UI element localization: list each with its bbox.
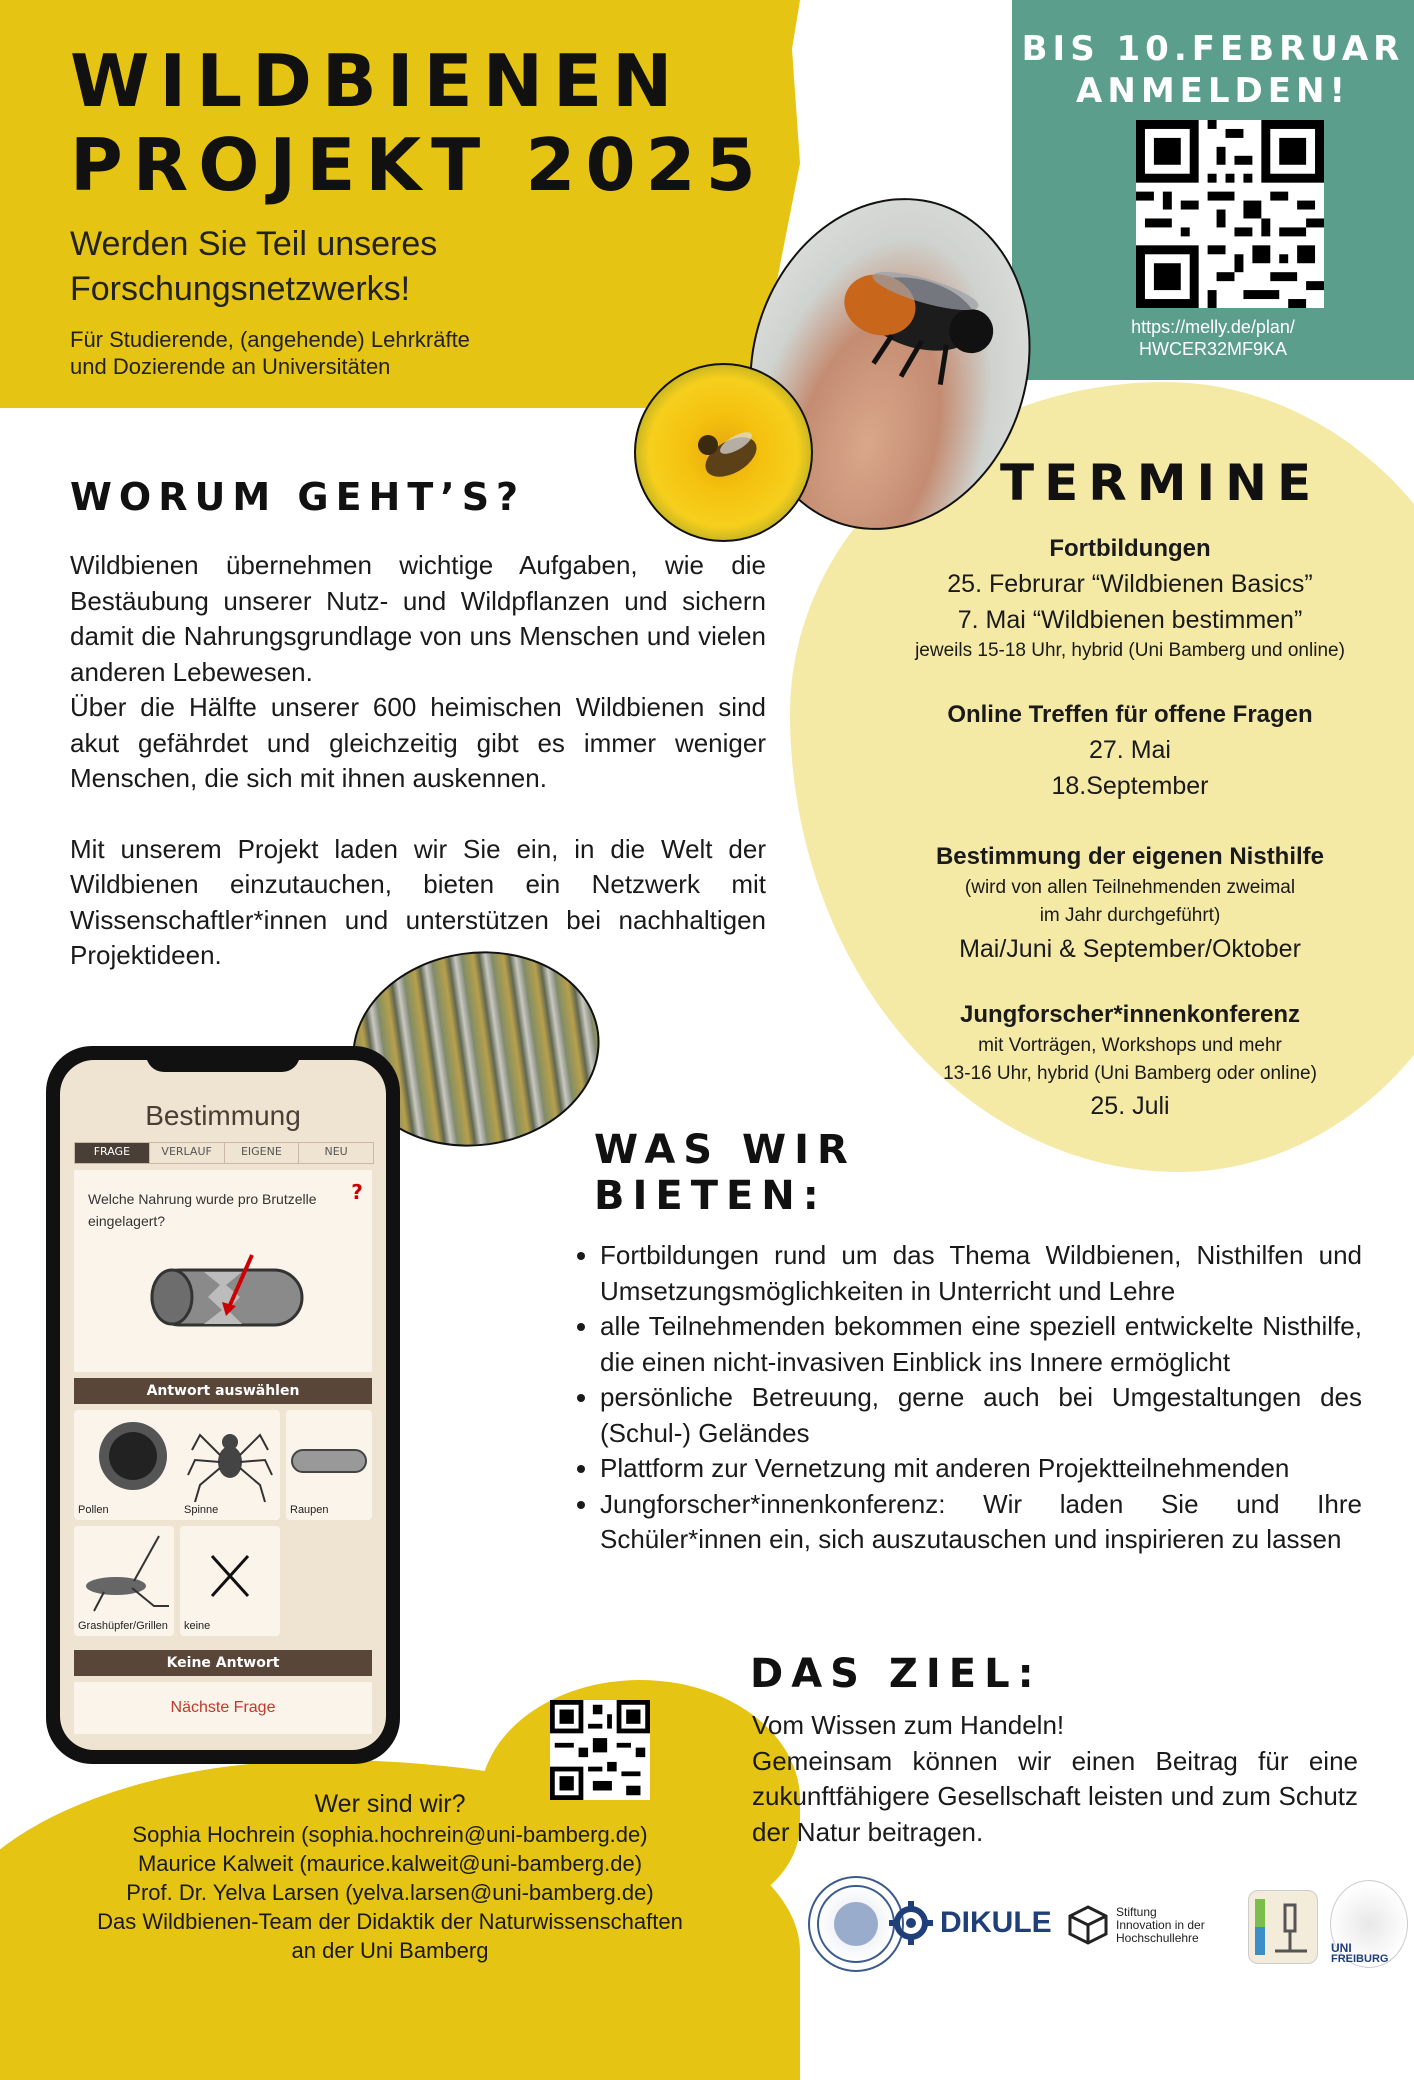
offer-item-5: • Jungforscher*innenkonferenz: Wir laden Sie und Ihre Schüler*innen ein, sich auszutauschen und inspirieren zu lassen	[600, 1487, 1362, 1558]
konferenz-title: Jungforscher*innenkonferenz	[959, 1001, 1301, 1028]
page-title-line2: PROJEKT 2025	[70, 123, 766, 207]
konferenz-note2: 13-16 Uhr, hybrid (Uni Bamberg oder online)	[943, 1063, 1317, 1084]
stiftung-line1: Stiftung	[1116, 1904, 1157, 1919]
offer-heading-line1: WAS WIR	[594, 1127, 856, 1173]
no-answer-button[interactable]: Keine Antwort	[74, 1650, 372, 1676]
subtitle-line1: Werden Sie Teil unseres	[70, 225, 438, 263]
question-text: Welche Nahrung wurde pro Brutzelle eingelagert?	[88, 1191, 317, 1229]
offer-heading-line2: BIETEN:	[594, 1173, 827, 1219]
team-section	[0, 1788, 780, 1965]
fortbildungen-note: jeweils 15-18 Uhr, hybrid (Uni Bamberg und online)	[915, 640, 1345, 661]
answer-keine[interactable]	[180, 1526, 280, 1636]
termine-heading: TERMINE	[1000, 454, 1322, 512]
answer-raupen[interactable]	[286, 1410, 372, 1520]
nisthilfe-title: Bestimmung der eigenen Nisthilfe	[935, 843, 1325, 870]
answer-label: Raupen	[290, 1504, 329, 1516]
tab-eigene[interactable]: EIGENE	[225, 1143, 300, 1163]
answer-spinne[interactable]	[180, 1410, 280, 1520]
phone-notch	[146, 1046, 300, 1072]
uni-freiburg-line1: UNI	[1331, 1941, 1352, 1955]
offer-item-2: • alle Teilnehmenden bekommen eine speziell entwickelte Nisthilfe, die einen nicht-invasiven Einblick ins Innere ermöglicht	[600, 1309, 1362, 1380]
tab-neu[interactable]: NEU	[324, 1145, 348, 1158]
audience-line2: und Dozierende an Universitäten	[70, 354, 391, 379]
brood-cell-icon	[142, 1250, 312, 1340]
goal-text: Gemeinsam können wir einen Beitrag für eine zukunftfähigere Gesellschaft leisten und zum Schutz der Natur beitragen.	[752, 1745, 1358, 1847]
team-member-2[interactable]: Maurice Kalweit (maurice.kalweit@uni-bamberg.de)	[137, 1851, 643, 1876]
offer-list	[570, 1238, 1362, 1558]
dikule-logo	[888, 1896, 1058, 1950]
bottom-qr-code[interactable]	[550, 1700, 650, 1800]
about-paragraph2: Über die Hälfte unserer 600 heimischen Wildbienen sind akut gefährdet und gleichzeitig gibt es immer weniger Menschen, die sich mit ihnen auskennen.	[70, 692, 766, 793]
about-heading: WORUM GEHT’S?	[70, 475, 526, 519]
dikule-text: DIKULE	[940, 1906, 1052, 1939]
answer-label: Grashüpfer/Grillen	[78, 1620, 168, 1632]
offer-item-1: • Fortbildungen rund um das Thema Wildbienen, Nisthilfen und Umsetzungsmöglichkeiten in Unterricht und Lehre	[600, 1238, 1362, 1309]
about-paragraph3: Mit unserem Projekt laden wir Sie ein, in die Welt der Wildbienen einzutauchen, bieten ein Netzwerk mit Wissenschaftler*innen und unterstützen bei nachhaltigen Projektideen.	[70, 833, 766, 970]
cube-icon	[1066, 1903, 1110, 1947]
tab-verlauf[interactable]: VERLAUF	[150, 1143, 225, 1163]
uni-freiburg-line2: FREIBURG	[1331, 1953, 1389, 1965]
honeybee-illustration	[636, 365, 811, 540]
goal-heading: DAS ZIEL:	[750, 1651, 1042, 1697]
goal-text-block	[752, 1708, 1358, 1850]
registration-url-line1[interactable]: https://melly.de/plan/	[1131, 317, 1295, 337]
offer-item-4: • Plattform zur Vernetzung mit anderen Projektteilnehmenden	[600, 1451, 1362, 1487]
answer-label: Pollen	[78, 1504, 109, 1516]
phone-screen	[60, 1060, 386, 1750]
termine-list	[846, 532, 1414, 1124]
fortbildungen-date2: 7. Mai “Wildbienen bestimmen”	[957, 606, 1303, 634]
online-title: Online Treffen für offene Fragen	[947, 701, 1313, 728]
goal-line1: Vom Wissen zum Handeln!	[752, 1710, 1065, 1740]
konferenz-date: 25. Juli	[1090, 1092, 1170, 1120]
team-heading: Wer sind wir?	[314, 1790, 466, 1818]
fortbildungen-date1: 25. Februrar “Wildbienen Basics”	[947, 570, 1313, 598]
qr-code-icon	[1136, 120, 1324, 308]
nisthilfe-dates: Mai/Juni & September/Oktober	[959, 935, 1301, 963]
qr-code-icon	[550, 1700, 650, 1800]
tab-frage[interactable]: FRAGE	[75, 1143, 150, 1163]
answer-label: Spinne	[184, 1504, 219, 1516]
gear-icon	[888, 1900, 934, 1946]
subtitle-line2: Forschungsnetzwerks!	[70, 270, 411, 308]
help-button[interactable]: ?	[351, 1180, 363, 1204]
online-date1: 27. Mai	[1089, 736, 1171, 764]
uni-freiburg-logo	[1330, 1880, 1408, 1968]
registration-qr-code[interactable]	[1136, 120, 1324, 308]
app-tabs	[74, 1142, 374, 1164]
answer-label: keine	[184, 1620, 211, 1632]
about-paragraph1: Wildbienen übernehmen wichtige Aufgaben, wie die Bestäubung unserer Nutz- und Wildpflanzen und sichern damit die Nahrungsgrundlage von uns Menschen und vielen anderen Lebewesen.	[70, 550, 766, 687]
answer-pollen[interactable]	[74, 1410, 192, 1520]
stiftung-logo	[1066, 1900, 1246, 1950]
offer-item-3: • persönliche Betreuung, gerne auch bei Umgestaltungen des (Schul-) Geländes	[600, 1380, 1362, 1451]
nisthilfe-note1: (wird von allen Teilnehmenden zweimal	[964, 877, 1296, 898]
team-member-3[interactable]: Prof. Dr. Yelva Larsen (yelva.larsen@uni-bamberg.de)	[126, 1880, 654, 1905]
next-question-button[interactable]: Nächste Frage	[74, 1682, 372, 1734]
team-member-1[interactable]: Sophia Hochrein (sophia.hochrein@uni-bamberg.de)	[132, 1822, 648, 1847]
online-date2: 18.September	[1051, 772, 1209, 800]
about-text	[70, 548, 766, 974]
registration-line1: BIS 10.FEBRUAR	[1021, 29, 1405, 69]
team-line2: an der Uni Bamberg	[291, 1938, 489, 1963]
page-title-line1: WILDBIENEN	[70, 39, 683, 123]
registration-line2: ANMELDEN!	[1076, 71, 1350, 111]
konferenz-note1: mit Vorträgen, Workshops und mehr	[978, 1035, 1282, 1056]
answer-header: Antwort auswählen	[74, 1378, 372, 1404]
phone-mockup	[46, 1046, 400, 1764]
audience-line1: Für Studierende, (angehende) Lehrkräfte	[70, 327, 470, 352]
dandelion-bee-photo	[634, 363, 813, 542]
stiftung-line2: Innovation in der	[1116, 1917, 1205, 1932]
nisthilfe-note2: im Jahr durchgeführt)	[1039, 905, 1221, 926]
stiftung-line3: Hochschullehre	[1116, 1930, 1199, 1945]
answer-grashuepfer[interactable]	[74, 1526, 174, 1636]
registration-url-line2[interactable]: HWCER32MF9KA	[1138, 339, 1288, 359]
fortbildungen-title: Fortbildungen	[1049, 535, 1211, 562]
app-title: Bestimmung	[145, 1100, 301, 1131]
microscope-icon	[1249, 1891, 1317, 1963]
question-card	[74, 1170, 372, 1372]
microscope-logo	[1248, 1890, 1318, 1964]
team-line1: Das Wildbienen-Team der Didaktik der Naturwissenschaften	[97, 1909, 683, 1934]
